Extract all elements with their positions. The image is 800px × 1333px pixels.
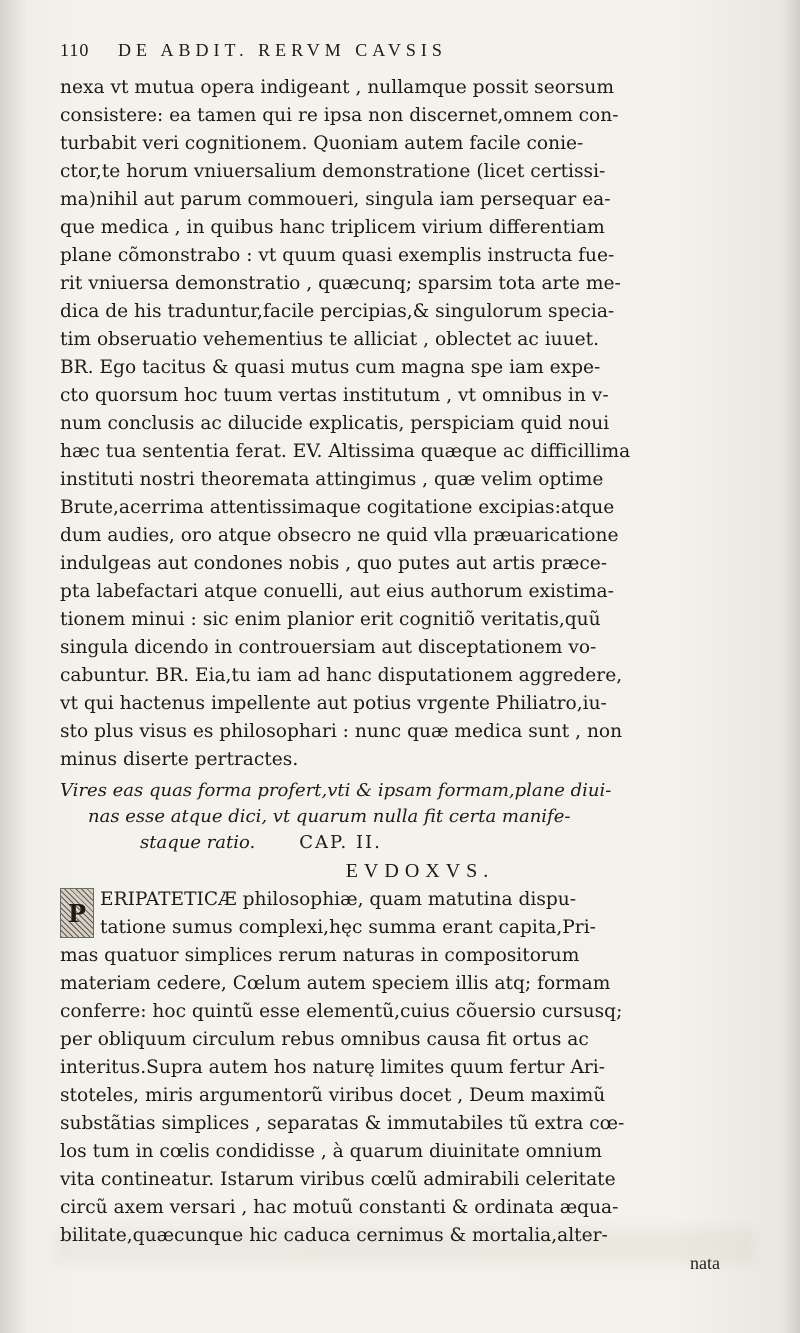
text-line: num conclusis ac dilucide explicatis, perspiciam quid noui (60, 413, 610, 434)
page-edge-shadow (782, 0, 800, 1333)
text-line: vita contineatur. Istarum viribus cœlũ admirabili celeritate (60, 1169, 616, 1190)
chapter-summary-line-1: Vires eas quas forma profert,vti & ipsam formam,plane diui- (60, 780, 612, 801)
text-line: indulgeas aut condones nobis , quo putes aut artis præce- (60, 553, 608, 574)
chapter-summary-line-3: staque ratio. (140, 832, 256, 853)
text-line: los tum in cœlis condidisse , à quarum diuinitate omnium (60, 1141, 603, 1162)
speaker-name: EVDOXVS. (345, 860, 495, 882)
text-line: ma)nihil aut parum commoueri, singula iam persequar ea- (60, 189, 611, 210)
text-line: interitus.Supra autem hos naturę limites quum fertur Ari- (60, 1057, 606, 1078)
text-line: tatione sumus complexi,hęc summa erant capita,Pri- (100, 917, 596, 938)
initial-lines (100, 886, 780, 942)
text-line: que medica , in quibus hanc triplicem virium differentiam (60, 217, 605, 238)
text-line: cto quorsum hoc tuum vertas institutum , vt omnibus in v- (60, 385, 609, 406)
text-line: nexa vt mutua opera indigeant , nullamque possit seorsum (60, 77, 614, 98)
text-line: conferre: hoc quintũ esse elementũ,cuius cõuersio cursusq; (60, 1001, 623, 1022)
text-line: cabuntur. BR. Eia,tu iam ad hanc disputationem aggredere, (60, 665, 623, 686)
text-line: instituti nostri theoremata attingimus , quæ velim optime (60, 469, 604, 490)
text-line: pta labefactari atque conuelli, aut eius authorum existima- (60, 581, 614, 602)
running-header (60, 40, 780, 70)
text-line: consistere: ea tamen qui re ipsa non discernet,omnem con- (60, 105, 619, 126)
text-line: mas quatuor simplices rerum naturas in compositorum (60, 945, 580, 966)
chapter-summary-line-2: nas esse atque dici, vt quarum nulla fit certa manife- (88, 806, 571, 827)
text-line: singula dicendo in controuersiam aut disceptationem vo- (60, 637, 597, 658)
text-line: dum audies, oro atque obsecro ne quid vlla præuaricatione (60, 525, 619, 546)
text-line: vt qui hactenus impellente aut potius vrgente Philiatro,iu- (60, 693, 607, 714)
catchword: nata (690, 1253, 720, 1273)
text-line: Brute,acerrima attentissimaque cogitatione excipias:atque (60, 497, 615, 518)
text-line: materiam cedere, Cœlum autem speciem illis atq; formam (60, 973, 611, 994)
text-line: minus diserte pertractes. (60, 749, 299, 770)
text-line: circũ axem versari , hac motuũ constanti & ordinata æqua- (60, 1197, 619, 1218)
decorated-initial-icon (60, 888, 94, 938)
text-block (60, 40, 780, 1250)
text-line: substãtias simplices , separatas & immutabiles tũ extra cœ- (60, 1113, 625, 1134)
text-line: dica de his traduntur,facile percipias,& singulorum specia- (60, 301, 615, 322)
text-line: BR. Ego tacitus & quasi mutus cum magna spe iam expe- (60, 357, 601, 378)
text-line: turbabit veri cognitionem. Quoniam autem facile conie- (60, 133, 584, 154)
gutter-shadow (0, 0, 28, 1333)
chapter-summary-end-row (60, 830, 780, 856)
text-line: hæc tua sententia ferat. EV. Altissima quæque ac difficillima (60, 441, 631, 462)
initial-letter: P (67, 898, 87, 928)
text-line: tionem minui : sic enim planior erit cognitiõ veritatis,quũ (60, 609, 601, 630)
text-line: ctor,te horum vniuersalium demonstratione (licet certissi- (60, 161, 606, 182)
text-line: bilitate,quæcunque hic caduca cernimus & mortalia,alter- (60, 1225, 608, 1246)
text-line: ERIPATETICÆ philosophiæ, quam matutina dispu- (100, 889, 577, 910)
decorated-initial-row (60, 886, 780, 942)
text-line: plane cõmonstrabo : vt quum quasi exemplis instructa fue- (60, 245, 615, 266)
text-line: per obliquum circulum rebus omnibus causa fit ortus ac (60, 1029, 589, 1050)
text-line: rit vniuersa demonstratio , quæcunq; sparsim tota arte me- (60, 273, 621, 294)
page-number: 110 (60, 40, 90, 60)
chapter-number: CAP. II. (299, 832, 382, 853)
text-line: stoteles, miris argumentorũ viribus docet , Deum maximũ (60, 1085, 606, 1106)
text-line: tim obseruatio vehementius te alliciat , oblectet ac iuuet. (60, 329, 599, 350)
running-title: DE ABDIT. RERVM CAVSIS (118, 40, 447, 60)
text-line: sto plus visus es philosophari : nunc quæ medica sunt , non (60, 721, 623, 742)
